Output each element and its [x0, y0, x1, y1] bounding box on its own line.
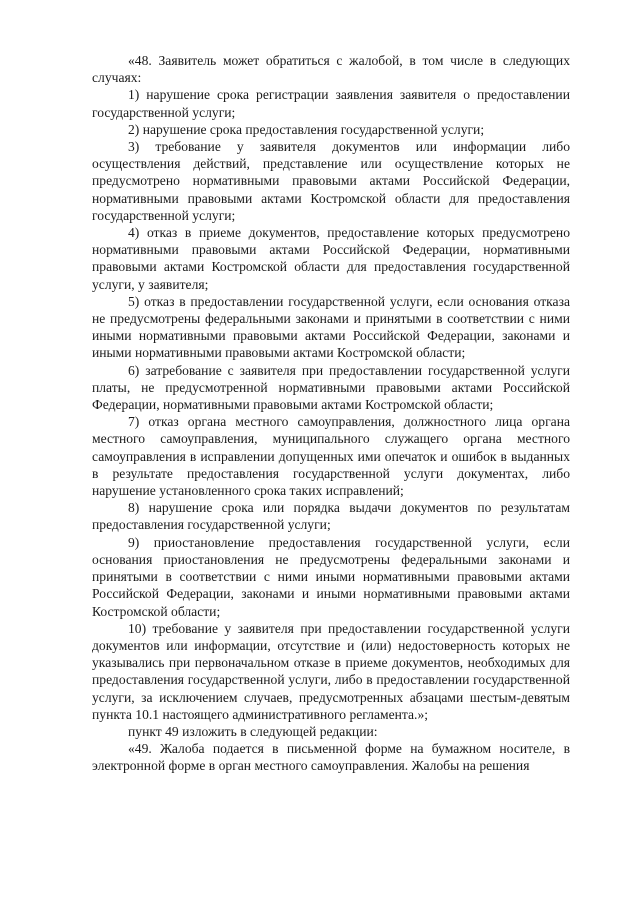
paragraph-item-9: 9) приостановление предоставления государственной услуги, если основания приостановления не предусмотрены федеральными законами и принятыми в соответствии с ними иными нормативными правовыми актами Российской Федерации, законами и иными нормативными правовыми актами Костромской области;	[92, 534, 570, 619]
paragraph-48-intro: «48. Заявитель может обратиться с жалобой, в том числе в следующих случаях:	[92, 53, 570, 86]
paragraph-49-text: «49. Жалоба подается в письменной форме на бумажном носителе, в электронной форме в орган местного самоуправления. Жалобы на решения	[92, 741, 570, 774]
paragraph-item-6: 6) затребование с заявителя при предоставлении государственной услуги платы, не предусмотренной нормативными правовыми актами Российской Федерации, нормативными правовыми актами Костромской области;	[92, 362, 570, 413]
paragraph-item-7: 7) отказ органа местного самоуправления, должностного лица органа местного самоуправления, муниципального служащего органа местного самоуправления в исправлении допущенных ими опечаток и ошибок в выданных в результате предоставления государственной услуги документах, либо нарушение установленного срока таких исправлений;	[92, 414, 570, 499]
paragraph-item-8: 8) нарушение срока или порядка выдачи документов по результатам предоставления государственной услуги;	[92, 500, 570, 533]
paragraph-item-2: 2) нарушение срока предоставления государственной услуги;	[128, 121, 485, 137]
paragraph-item-5: 5) отказ в предоставлении государственной услуги, если основания отказа не предусмотрены федеральными законами и принятыми в соответствии с ними иными нормативными правовыми актами Российской Федерации, законами и иными нормативными правовыми актами Костромской области;	[92, 293, 570, 361]
paragraph-item-3: 3) требование у заявителя документов или информации либо осуществления действий, представление или осуществление которых не предусмотрено нормативными правовыми актами Российской Федерации, нормативными правовыми актами Костромской области для предоставления государственной услуги;	[92, 139, 570, 223]
paragraph-item-1: 1) нарушение срока регистрации заявления заявителя о предоставлении государственной услуги;	[92, 87, 570, 120]
paragraph-item-4: 4) отказ в приеме документов, предоставление которых предусмотрено нормативными правовыми актами Российской Федерации, нормативными правовыми актами Костромской области для предоставления государственной услуги, у заявителя;	[92, 225, 570, 292]
document-page	[92, 52, 570, 775]
paragraph-amendment-49: пункт 49 изложить в следующей редакции:	[128, 723, 378, 739]
paragraph-item-10: 10) требование у заявителя при предоставлении государственной услуги документов или информации, отсутствие и (или) недостоверность которых не указывались при первоначальном отказе в приеме документов, необходимых для предоставления государственной услуги, либо в предоставлении государственной услуги, за исключением случаев, предусмотренных абзацами шестым-девятым пункта 10.1 настоящего административного регламента.»;	[92, 620, 570, 722]
